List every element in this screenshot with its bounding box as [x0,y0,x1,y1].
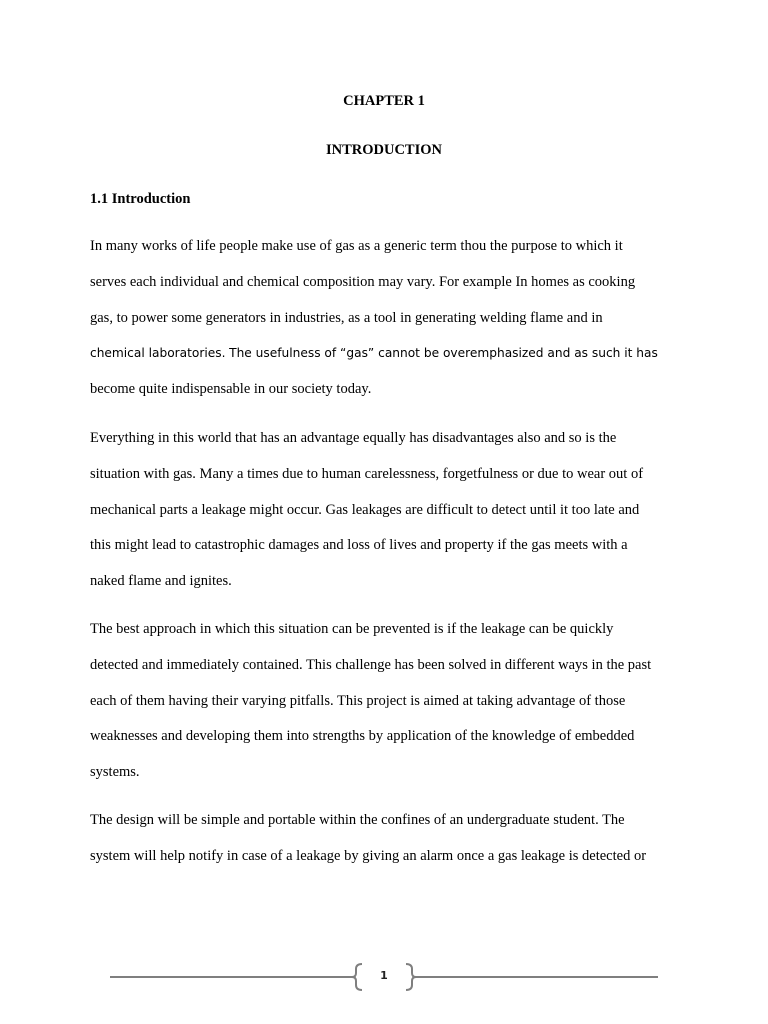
paragraph-3 [90,612,690,791]
footer-bracket-left [352,964,362,990]
chapter-title: INTRODUCTION [325,142,442,158]
paragraph-fragment: The usefulness of “gas” cannot be overemphasized and as such it has [229,346,658,361]
paragraph-line: systems. [90,764,140,781]
chapter-label: CHAPTER 1 [343,93,425,109]
page-number: 1 [380,969,388,982]
page-footer [110,962,658,992]
paragraph-line: each of them having their varying pitfalls. This project is aimed at taking advantage of those [90,692,626,709]
paragraph-line: situation with gas. Many a times due to human carelessness, forgetfulness or due to wear out of [90,465,644,482]
paragraph-line: gas, to power some generators in industries, as a tool in generating welding flame and in [90,309,603,326]
paragraph-line: serves each individual and chemical composition may vary. For example In homes as cooking [90,273,636,290]
paragraph-line: In many works of life people make use of gas as a generic term thou the purpose to which it [90,238,623,254]
paragraph-4 [90,803,690,875]
paragraph-line: system will help notify in case of a leakage by giving an alarm once a gas leakage is detected or [90,847,647,864]
section-title: 1.1 Introduction [90,191,191,207]
paragraph-line: Everything in this world that has an advantage equally has disadvantages also and so is the [90,430,617,446]
paragraph-line: become quite indispensable in our society today. [90,381,372,398]
paragraph-2 [90,421,690,600]
paragraph-line: naked flame and ignites. [90,573,232,590]
paragraph-fragment: chemical laboratories. [90,346,226,361]
paragraph-line: weaknesses and developing them into strengths by application of the knowledge of embedded [90,728,635,745]
paragraph-line: this might lead to catastrophic damages and loss of lives and property if the gas meets with a [90,537,628,554]
paragraph-line: detected and immediately contained. This challenge has been solved in different ways in the past [90,656,652,673]
paragraph-line: The best approach in which this situation can be prevented is if the leakage can be quickly [90,621,614,637]
paragraph-line-mixed [90,336,690,372]
paragraph-line: mechanical parts a leakage might occur. Gas leakages are difficult to detect until it too late and [90,501,640,518]
paragraph-1 [90,229,690,408]
paragraph-line: The design will be simple and portable within the confines of an undergraduate student. The [90,812,625,828]
